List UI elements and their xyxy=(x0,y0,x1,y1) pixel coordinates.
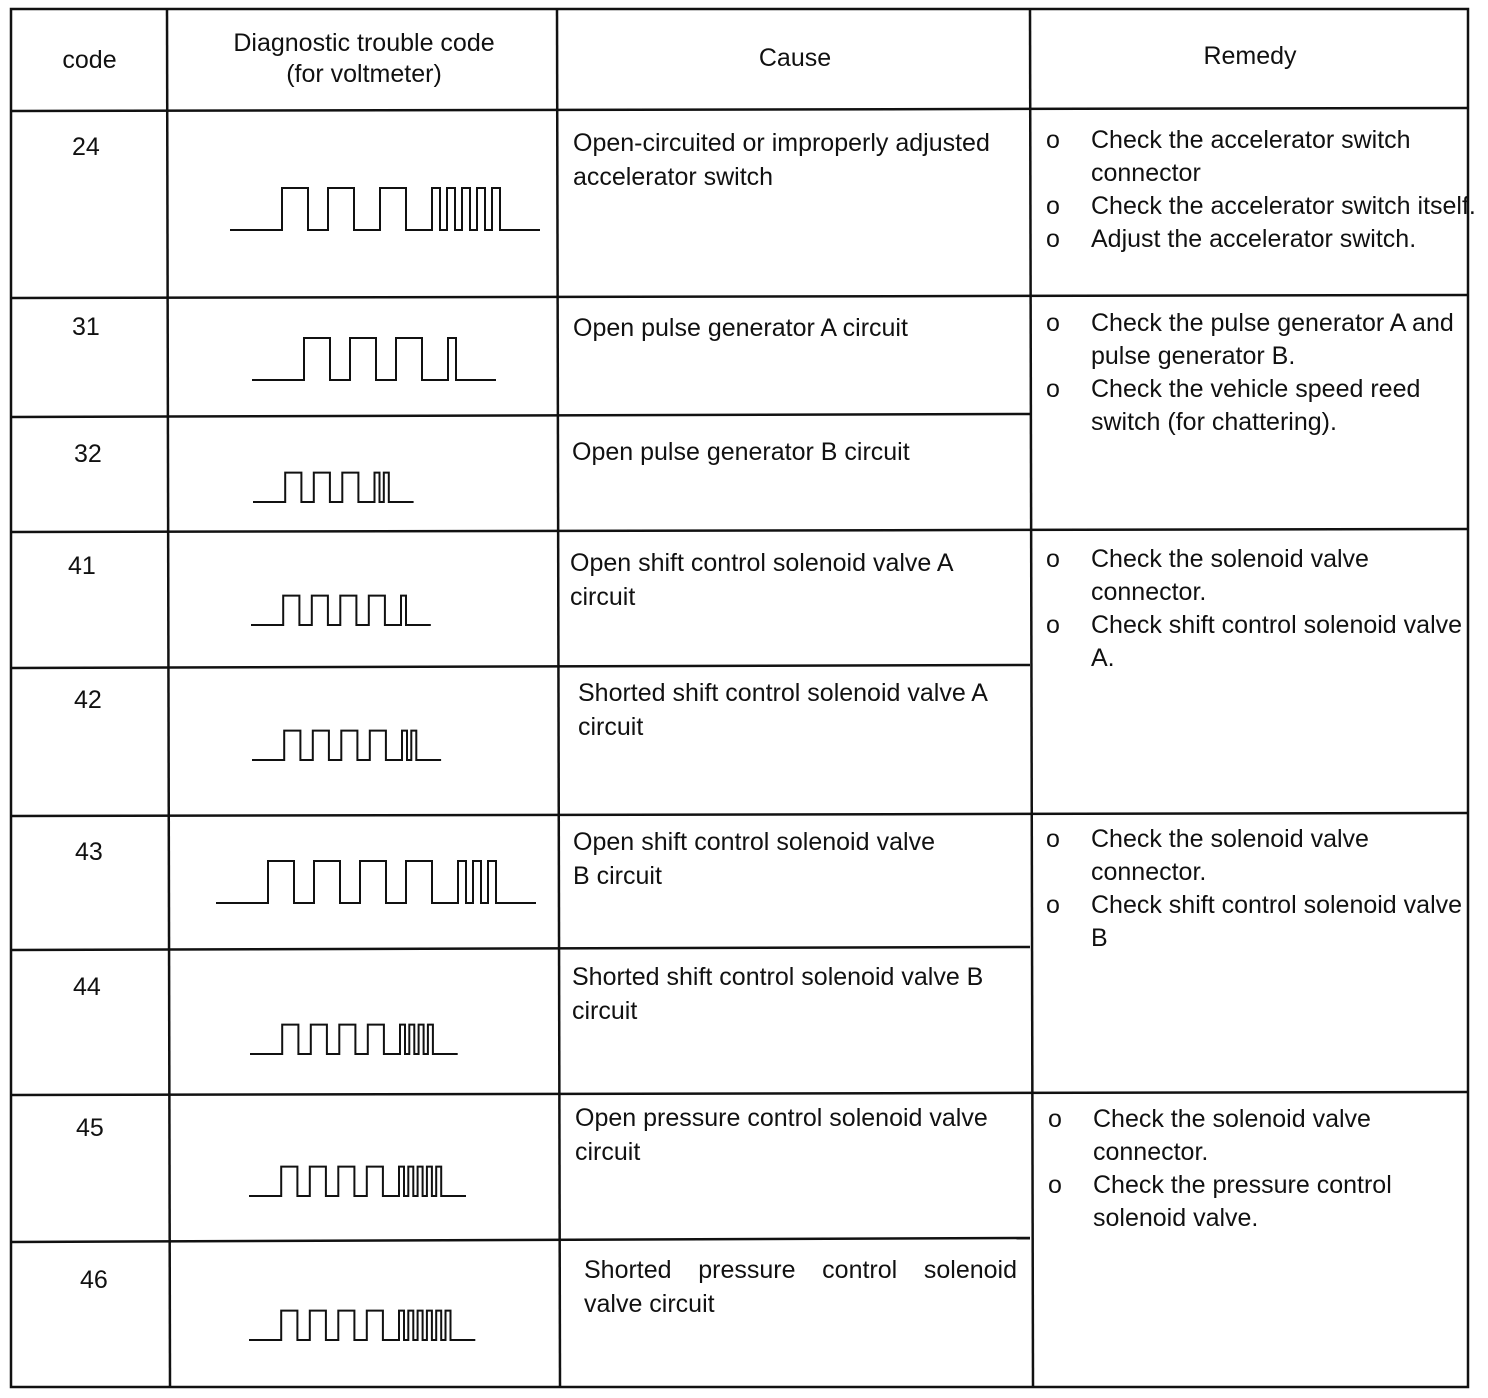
cause-cell: Shorted pressure control solenoid valve circuit xyxy=(584,1256,1017,1318)
code-cell: 32 xyxy=(74,440,102,468)
code-cell: 45 xyxy=(76,1114,104,1142)
bullet-marker: o xyxy=(1048,1105,1062,1133)
header-diagnostic-code xyxy=(169,28,559,90)
bullet-marker: o xyxy=(1046,309,1060,337)
remedy-item xyxy=(1046,543,1476,609)
remedy-group-45-46 xyxy=(1048,1103,1478,1235)
waveform-32 xyxy=(253,464,437,504)
code-cell: 41 xyxy=(68,552,96,580)
waveform-42 xyxy=(252,722,464,762)
remedy-item xyxy=(1048,1103,1478,1169)
waveform-46 xyxy=(249,1302,481,1342)
remedy-item xyxy=(1046,823,1476,889)
remedy-text: Check the solenoid valve connector. xyxy=(1093,1105,1371,1166)
waveform-trace xyxy=(216,861,536,903)
remedy-item xyxy=(1046,373,1476,439)
waveform-43 xyxy=(216,853,508,905)
waveform-45 xyxy=(249,1158,481,1198)
waveform-trace xyxy=(253,473,414,502)
waveform-31 xyxy=(252,334,488,382)
remedy-text: Check the pressure control solenoid valve. xyxy=(1093,1171,1392,1232)
bullet-marker: o xyxy=(1046,891,1060,919)
header-diagnostic-code-line2: (for voltmeter) xyxy=(286,60,442,88)
remedy-text: Check the solenoid valve connector. xyxy=(1091,825,1369,886)
waveform-trace xyxy=(249,1311,475,1340)
code-cell: 31 xyxy=(72,313,100,341)
code-cell: 43 xyxy=(75,838,103,866)
remedy-item xyxy=(1046,889,1476,955)
bullet-marker: o xyxy=(1046,126,1060,154)
cause-cell: Open pulse generator A circuit xyxy=(573,314,908,342)
remedy-item xyxy=(1046,307,1476,373)
cause-cell: Open pulse generator B circuit xyxy=(572,438,910,466)
code-cell: 24 xyxy=(72,133,100,161)
remedy-text: Check the pulse generator A and pulse generator B. xyxy=(1091,309,1454,370)
waveform-trace xyxy=(251,596,431,625)
remedy-item xyxy=(1046,190,1476,223)
waveform-41 xyxy=(251,587,451,627)
waveform-trace xyxy=(252,731,441,760)
bullet-marker: o xyxy=(1046,375,1060,403)
remedy-group-24 xyxy=(1046,124,1476,256)
waveform-trace xyxy=(252,338,496,380)
bullet-marker: o xyxy=(1046,225,1060,253)
waveform-trace xyxy=(249,1167,466,1196)
header-diagnostic-code-line1: Diagnostic trouble code xyxy=(233,29,495,57)
bullet-marker: o xyxy=(1048,1171,1062,1199)
remedy-item xyxy=(1048,1169,1478,1235)
code-cell: 46 xyxy=(80,1266,108,1294)
cause-cell: Shorted shift control solenoid valve B circuit xyxy=(572,963,984,1025)
header-cause: Cause xyxy=(758,44,832,72)
remedy-text: Check the accelerator switch itself. xyxy=(1091,192,1476,220)
bullet-marker: o xyxy=(1046,545,1060,573)
cause-cell: Open shift control solenoid valve B circuit xyxy=(573,828,935,890)
remedy-text: Check the solenoid valve connector. xyxy=(1091,545,1369,606)
remedy-text: Check shift control solenoid valve B xyxy=(1091,891,1463,952)
remedy-text: Check shift control solenoid valve A. xyxy=(1091,611,1463,672)
remedy-item xyxy=(1046,124,1476,190)
remedy-text: Adjust the accelerator switch. xyxy=(1091,225,1417,253)
remedy-text: Check the vehicle speed reed switch (for chattering). xyxy=(1091,375,1421,436)
remedy-text: Check the accelerator switch connector xyxy=(1091,126,1411,187)
waveform-trace xyxy=(230,188,540,230)
header-code: code xyxy=(62,46,117,74)
cause-cell: Open-circuited or improperly adjusted accelerator switch xyxy=(573,129,990,191)
cause-cell: Shorted shift control solenoid valve A circuit xyxy=(578,679,987,741)
code-cell: 42 xyxy=(74,686,102,714)
waveform-24 xyxy=(230,184,500,232)
waveform-trace xyxy=(250,1025,458,1054)
bullet-marker: o xyxy=(1046,611,1060,639)
remedy-item xyxy=(1046,609,1476,675)
remedy-group-41-42 xyxy=(1046,543,1476,675)
header-remedy: Remedy xyxy=(1203,42,1297,70)
waveform-44 xyxy=(250,1016,482,1056)
remedy-group-43-44 xyxy=(1046,823,1476,955)
cause-cell: Open shift control solenoid valve A circuit xyxy=(570,549,953,611)
bullet-marker: o xyxy=(1046,825,1060,853)
remedy-item xyxy=(1046,223,1476,256)
remedy-group-31-32 xyxy=(1046,307,1476,439)
cause-cell: Open pressure control solenoid valve circuit xyxy=(575,1104,988,1166)
bullet-marker: o xyxy=(1046,192,1060,220)
code-cell: 44 xyxy=(73,973,101,1001)
